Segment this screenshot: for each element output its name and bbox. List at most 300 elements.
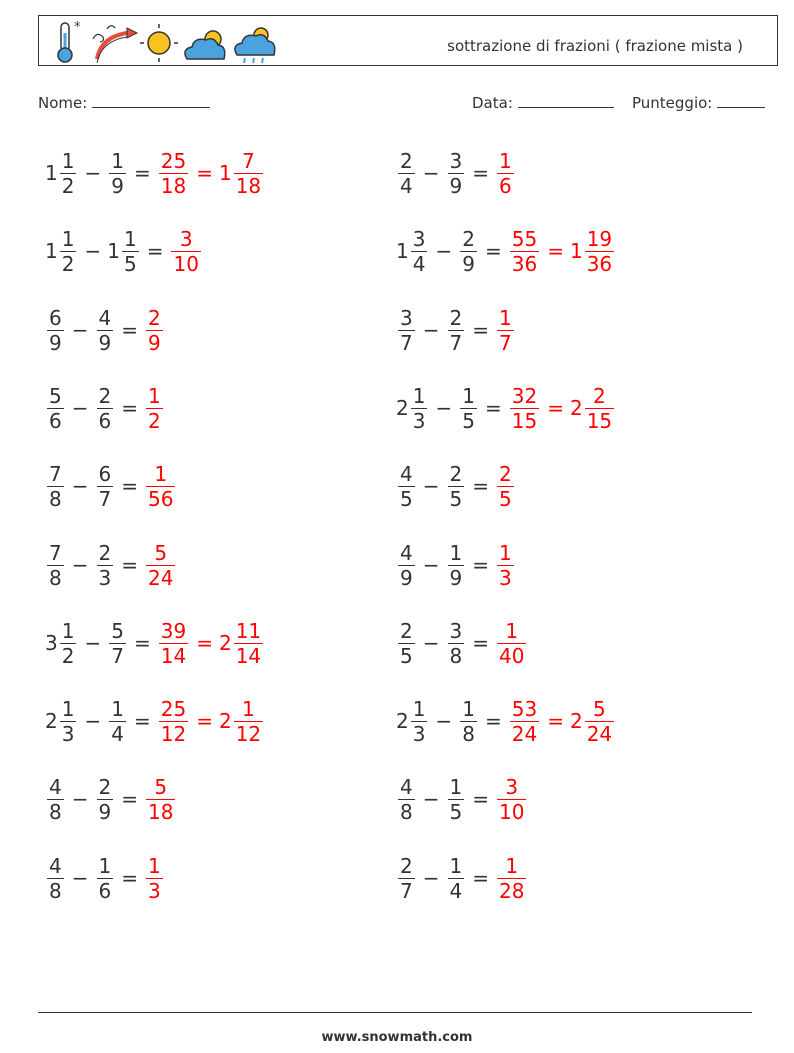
subtrahend-numerator: 1	[462, 696, 475, 721]
minuend-numerator: 7	[49, 461, 62, 486]
subtrahend	[458, 384, 479, 433]
subtrahend-denominator: 9	[111, 173, 124, 198]
subtrahend-numerator: 1	[449, 853, 463, 878]
subtrahend-fraction	[460, 227, 477, 276]
equals-sign: =	[121, 866, 138, 890]
minuend-denominator: 4	[412, 251, 426, 276]
answer-value-fraction	[146, 854, 163, 903]
answer-value-numerator: 1	[154, 461, 168, 486]
problem-item	[396, 848, 528, 908]
answer-value	[144, 306, 165, 355]
problem-item	[45, 691, 265, 751]
minuend-numerator: 2	[400, 853, 413, 878]
minuend	[396, 697, 429, 746]
sheet-title: sottrazione di frazioni ( frazione mista )	[447, 37, 743, 55]
subtrahend-numerator: 1	[449, 540, 463, 565]
minuend-denominator: 9	[49, 330, 62, 355]
answer-value	[144, 541, 177, 590]
subtrahend-denominator: 9	[98, 330, 112, 355]
minuend-denominator: 4	[400, 173, 413, 198]
minuend-fraction	[60, 619, 77, 668]
minuend-denominator: 7	[400, 878, 413, 903]
equals-sign: =	[472, 318, 489, 342]
minuend-numerator: 1	[61, 696, 75, 721]
equals-sign: =	[472, 474, 489, 498]
answer-value-denominator: 40	[499, 643, 525, 668]
equals-sign: =	[133, 161, 151, 185]
subtrahend-fraction	[448, 306, 465, 355]
answer-value	[508, 384, 541, 433]
answer	[169, 227, 202, 276]
answer-value-denominator: 56	[148, 486, 174, 511]
subtrahend-numerator: 3	[449, 148, 463, 173]
answer-mixed-numerator: 1	[242, 696, 255, 721]
subtrahend	[95, 541, 116, 590]
problem-item	[45, 143, 265, 203]
answer-value	[157, 697, 190, 746]
subtrahend-numerator: 5	[111, 618, 124, 643]
answer-value-fraction	[159, 697, 188, 746]
answer-value-denominator: 2	[148, 408, 161, 433]
subtrahend-fraction	[109, 697, 126, 746]
minuend-denominator: 8	[400, 799, 413, 824]
subtrahend	[458, 227, 479, 276]
equals-sign: =	[472, 787, 489, 811]
minuend-fraction	[398, 306, 415, 355]
answer-value-denominator: 12	[160, 721, 187, 746]
footer-url: www.snowmath.com	[321, 1030, 473, 1045]
answer-mixed-denominator: 24	[586, 721, 613, 746]
answer-value	[508, 697, 541, 746]
subtrahend-numerator: 2	[449, 461, 463, 486]
answer-value-fraction	[159, 619, 188, 668]
minuend-fraction	[60, 697, 77, 746]
subtrahend-fraction	[448, 775, 465, 824]
minuend-numerator: 4	[49, 774, 62, 799]
answer-value	[508, 227, 541, 276]
subtrahend-denominator: 8	[449, 643, 463, 668]
answer-value-numerator: 1	[499, 148, 512, 173]
subtrahend	[95, 306, 116, 355]
problem-item	[396, 378, 616, 438]
minuend-numerator: 1	[61, 226, 75, 251]
answer-mixed-whole: 2	[569, 709, 583, 733]
subtrahend-denominator: 3	[98, 565, 112, 590]
subtrahend	[95, 462, 116, 511]
equals-sign: =	[121, 474, 138, 498]
equals-sign: =	[484, 396, 502, 420]
answer-value-fraction	[497, 854, 526, 903]
minus-sign: −	[422, 161, 440, 185]
minuend	[45, 462, 66, 511]
answer	[508, 697, 616, 746]
minuend-numerator: 7	[49, 540, 62, 565]
answer-mixed-denominator: 15	[586, 408, 613, 433]
subtrahend-fraction	[460, 384, 477, 433]
minuend	[396, 541, 417, 590]
minuend-numerator: 4	[400, 461, 413, 486]
minuend	[396, 306, 417, 355]
answer-mixed	[570, 384, 616, 433]
answer-value-denominator: 7	[499, 330, 512, 355]
answer-mixed-fraction	[585, 227, 614, 276]
minuend-fraction	[398, 775, 415, 824]
subtrahend-denominator: 5	[449, 486, 463, 511]
minuend-fraction	[47, 462, 64, 511]
answer-value	[157, 619, 190, 668]
answer-value-denominator: 15	[511, 408, 538, 433]
minuend	[45, 306, 66, 355]
answer-mixed	[219, 619, 265, 668]
minuend-denominator: 5	[400, 486, 413, 511]
answer-equals-sign: =	[196, 709, 213, 733]
minuend-denominator: 9	[400, 565, 413, 590]
answer-value-numerator: 5	[154, 540, 168, 565]
answer-value-denominator: 9	[148, 330, 161, 355]
answer-value-fraction	[497, 149, 514, 198]
minuend-denominator: 8	[49, 799, 62, 824]
equals-sign: =	[133, 631, 151, 655]
minuend-fraction	[60, 227, 77, 276]
answer-value-numerator: 1	[499, 305, 512, 330]
subtrahend-fraction	[448, 462, 465, 511]
answer-value-denominator: 14	[160, 643, 187, 668]
problem-item	[45, 456, 177, 516]
minuend	[45, 619, 78, 668]
minuend-denominator: 5	[400, 643, 413, 668]
answer-value-numerator: 2	[499, 461, 512, 486]
subtrahend-numerator: 2	[98, 540, 112, 565]
answer	[495, 541, 516, 590]
answer-value-denominator: 6	[499, 173, 512, 198]
answer	[157, 149, 265, 198]
answer-equals-sign: =	[196, 161, 213, 185]
minuend-numerator: 4	[400, 774, 413, 799]
answer-value-numerator: 25	[160, 148, 187, 173]
answer-value	[495, 541, 516, 590]
equals-sign: =	[484, 709, 502, 733]
minuend-numerator: 3	[400, 305, 413, 330]
minuend	[45, 149, 78, 198]
answer-mixed-fraction	[234, 149, 263, 198]
subtrahend	[446, 775, 467, 824]
answer-value	[495, 306, 516, 355]
problem-item	[396, 456, 516, 516]
subtrahend-fraction	[109, 619, 126, 668]
answer-value	[144, 775, 177, 824]
answer-mixed	[219, 149, 265, 198]
minuend-denominator: 8	[49, 878, 62, 903]
answer	[144, 462, 177, 511]
minus-sign: −	[435, 709, 453, 733]
equals-sign: =	[121, 787, 138, 811]
answer-value-fraction	[510, 227, 539, 276]
subtrahend	[446, 619, 467, 668]
problem-item	[396, 300, 516, 360]
answer-value-denominator: 3	[499, 565, 512, 590]
answer-value-denominator: 18	[160, 173, 187, 198]
subtrahend	[107, 697, 128, 746]
minuend-numerator: 2	[400, 618, 413, 643]
problem-item	[396, 143, 516, 203]
answer	[495, 462, 516, 511]
minuend	[45, 227, 78, 276]
minuend-whole: 2	[45, 709, 58, 733]
minuend-fraction	[398, 462, 415, 511]
answer-value-numerator: 1	[505, 618, 519, 643]
minuend-fraction	[47, 541, 64, 590]
answer	[508, 384, 616, 433]
minuend-whole: 1	[45, 161, 58, 185]
minuend-numerator: 1	[412, 696, 426, 721]
subtrahend	[107, 227, 140, 276]
answer-value-numerator: 2	[148, 305, 161, 330]
minuend-fraction	[47, 775, 64, 824]
minuend-denominator: 8	[49, 486, 62, 511]
answer	[495, 619, 528, 668]
answer-value-fraction	[146, 384, 163, 433]
answer-value	[495, 854, 528, 903]
minuend	[396, 854, 417, 903]
subtrahend	[458, 697, 479, 746]
minus-sign: −	[84, 631, 102, 655]
subtrahend-numerator: 3	[449, 618, 463, 643]
answer	[495, 306, 516, 355]
answer-mixed-fraction	[585, 697, 614, 746]
answer-value-fraction	[146, 306, 163, 355]
answer-value-fraction	[171, 227, 200, 276]
answer-value-denominator: 24	[511, 721, 538, 746]
minuend-numerator: 1	[412, 383, 426, 408]
subtrahend	[446, 462, 467, 511]
subtrahend-fraction	[97, 306, 114, 355]
answer-value-denominator: 10	[499, 799, 525, 824]
answer-value-denominator: 10	[173, 251, 199, 276]
subtrahend-denominator: 9	[98, 799, 112, 824]
minus-sign: −	[84, 161, 102, 185]
answer-value-fraction	[510, 697, 539, 746]
minuend	[45, 541, 66, 590]
answer-value-fraction	[497, 541, 514, 590]
answer	[495, 149, 516, 198]
equals-sign: =	[472, 553, 489, 577]
minuend-numerator: 2	[400, 148, 413, 173]
subtrahend-numerator: 2	[98, 383, 112, 408]
subtrahend-fraction	[448, 854, 465, 903]
answer-mixed-numerator: 11	[235, 618, 262, 643]
minuend-denominator: 3	[412, 721, 426, 746]
answer	[508, 227, 616, 276]
minuend-fraction	[411, 384, 428, 433]
answer-mixed-denominator: 14	[235, 643, 262, 668]
subtrahend	[95, 854, 116, 903]
subtrahend	[107, 149, 128, 198]
problem-item	[45, 378, 165, 438]
footer-divider	[38, 1012, 752, 1013]
minuend	[45, 854, 66, 903]
minus-sign: −	[71, 396, 89, 420]
answer-mixed-denominator: 36	[586, 251, 613, 276]
minus-sign: −	[71, 318, 89, 342]
answer-value-numerator: 53	[511, 696, 538, 721]
subtrahend-denominator: 7	[98, 486, 112, 511]
minus-sign: −	[71, 866, 89, 890]
answer-value-numerator: 39	[160, 618, 187, 643]
minus-sign: −	[84, 709, 102, 733]
equals-sign: =	[121, 318, 138, 342]
answer-value-fraction	[146, 462, 175, 511]
answer-mixed	[570, 697, 616, 746]
subtrahend-denominator: 4	[449, 878, 463, 903]
subtrahend-fraction	[97, 854, 114, 903]
problem-item	[45, 221, 203, 281]
answer-mixed-numerator: 7	[242, 148, 255, 173]
minuend-whole: 2	[396, 709, 409, 733]
answer-value-fraction	[146, 775, 175, 824]
subtrahend-fraction	[448, 619, 465, 668]
answer-mixed-whole: 2	[569, 396, 583, 420]
score-label: Punteggio:	[632, 94, 713, 112]
answer-mixed-whole: 2	[218, 709, 232, 733]
problem-item	[45, 535, 177, 595]
subtrahend-fraction	[97, 775, 114, 824]
minuend-whole: 2	[396, 396, 409, 420]
answer	[144, 306, 165, 355]
minuend-denominator: 2	[61, 173, 75, 198]
answer-value-denominator: 36	[511, 251, 538, 276]
equals-sign: =	[484, 239, 502, 263]
minuend-fraction	[47, 384, 64, 433]
answer-equals-sign: =	[547, 709, 564, 733]
answer-value	[169, 227, 202, 276]
minus-sign: −	[422, 631, 440, 655]
subtrahend-denominator: 6	[98, 878, 112, 903]
answer-mixed	[570, 227, 616, 276]
equals-sign: =	[121, 553, 138, 577]
subtrahend-numerator: 1	[111, 148, 124, 173]
answer	[144, 854, 165, 903]
equals-sign: =	[472, 631, 489, 655]
subtrahend-fraction	[448, 149, 465, 198]
answer-mixed-numerator: 2	[593, 383, 606, 408]
answer-equals-sign: =	[196, 631, 213, 655]
subtrahend-denominator: 9	[449, 173, 463, 198]
answer-mixed-whole: 1	[569, 239, 583, 263]
subtrahend-fraction	[109, 149, 126, 198]
answer-value-fraction	[497, 462, 514, 511]
answer-mixed-numerator: 5	[593, 696, 606, 721]
answer-value-fraction	[146, 541, 175, 590]
minuend-fraction	[411, 697, 428, 746]
subtrahend-whole: 1	[107, 239, 120, 263]
problem-item	[396, 691, 616, 751]
minuend	[396, 384, 429, 433]
minuend-fraction	[398, 149, 415, 198]
equals-sign: =	[133, 709, 151, 733]
answer-value	[144, 384, 165, 433]
answer-value-denominator: 18	[148, 799, 174, 824]
answer-mixed-whole: 1	[218, 161, 232, 185]
problem-item	[396, 221, 616, 281]
answer-value-fraction	[497, 619, 526, 668]
answer-value-numerator: 1	[148, 853, 161, 878]
answer-value-denominator: 24	[148, 565, 174, 590]
equals-sign: =	[472, 161, 489, 185]
minus-sign: −	[71, 553, 89, 577]
problem-item	[45, 848, 165, 908]
answer-value-numerator: 1	[499, 540, 512, 565]
minus-sign: −	[422, 318, 440, 342]
answer-value-fraction	[510, 384, 539, 433]
answer-value-fraction	[497, 306, 514, 355]
answer-value-numerator: 25	[160, 696, 187, 721]
minuend-whole: 3	[45, 631, 58, 655]
answer	[144, 541, 177, 590]
answer-value-numerator: 1	[505, 853, 519, 878]
minuend	[396, 775, 417, 824]
answer-mixed-whole: 2	[218, 631, 232, 655]
subtrahend-denominator: 9	[449, 565, 463, 590]
subtrahend-numerator: 4	[98, 305, 112, 330]
minus-sign: −	[71, 787, 89, 811]
answer-value-numerator: 32	[511, 383, 538, 408]
answer-value-numerator: 5	[154, 774, 168, 799]
minuend-fraction	[60, 149, 77, 198]
minuend-denominator: 8	[49, 565, 62, 590]
minuend	[45, 775, 66, 824]
minuend-numerator: 1	[61, 148, 75, 173]
minuend-numerator: 5	[49, 383, 62, 408]
answer-mixed-fraction	[585, 384, 614, 433]
problem-item	[45, 769, 177, 829]
problem-item	[396, 613, 528, 673]
subtrahend-denominator: 7	[449, 330, 463, 355]
answer-value-numerator: 1	[148, 383, 161, 408]
answer-equals-sign: =	[547, 396, 564, 420]
svg-text:*: *	[74, 20, 81, 35]
answer-mixed-denominator: 12	[235, 721, 262, 746]
subtrahend-numerator: 2	[98, 774, 112, 799]
minuend-denominator: 2	[61, 251, 75, 276]
answer-mixed	[219, 697, 265, 746]
subtrahend-denominator: 5	[123, 251, 137, 276]
answer	[157, 697, 265, 746]
subtrahend-denominator: 6	[98, 408, 112, 433]
problem-item	[396, 535, 516, 595]
subtrahend	[446, 149, 467, 198]
date-label: Data:	[472, 94, 513, 112]
answer-mixed-denominator: 18	[235, 173, 262, 198]
minus-sign: −	[435, 396, 453, 420]
name-label: Nome:	[38, 94, 88, 112]
answer-value-numerator: 3	[179, 226, 193, 251]
answer-value-numerator: 55	[511, 226, 538, 251]
answer-value	[144, 462, 177, 511]
problem-item	[396, 769, 528, 829]
answer	[144, 384, 165, 433]
minuend-numerator: 4	[400, 540, 413, 565]
minus-sign: −	[435, 239, 453, 263]
subtrahend-fraction	[460, 697, 477, 746]
answer-value-denominator: 5	[499, 486, 512, 511]
minus-sign: −	[422, 474, 440, 498]
answer-value	[495, 149, 516, 198]
subtrahend-fraction	[448, 541, 465, 590]
minuend	[396, 149, 417, 198]
minuend	[45, 384, 66, 433]
subtrahend	[95, 775, 116, 824]
answer	[144, 775, 177, 824]
